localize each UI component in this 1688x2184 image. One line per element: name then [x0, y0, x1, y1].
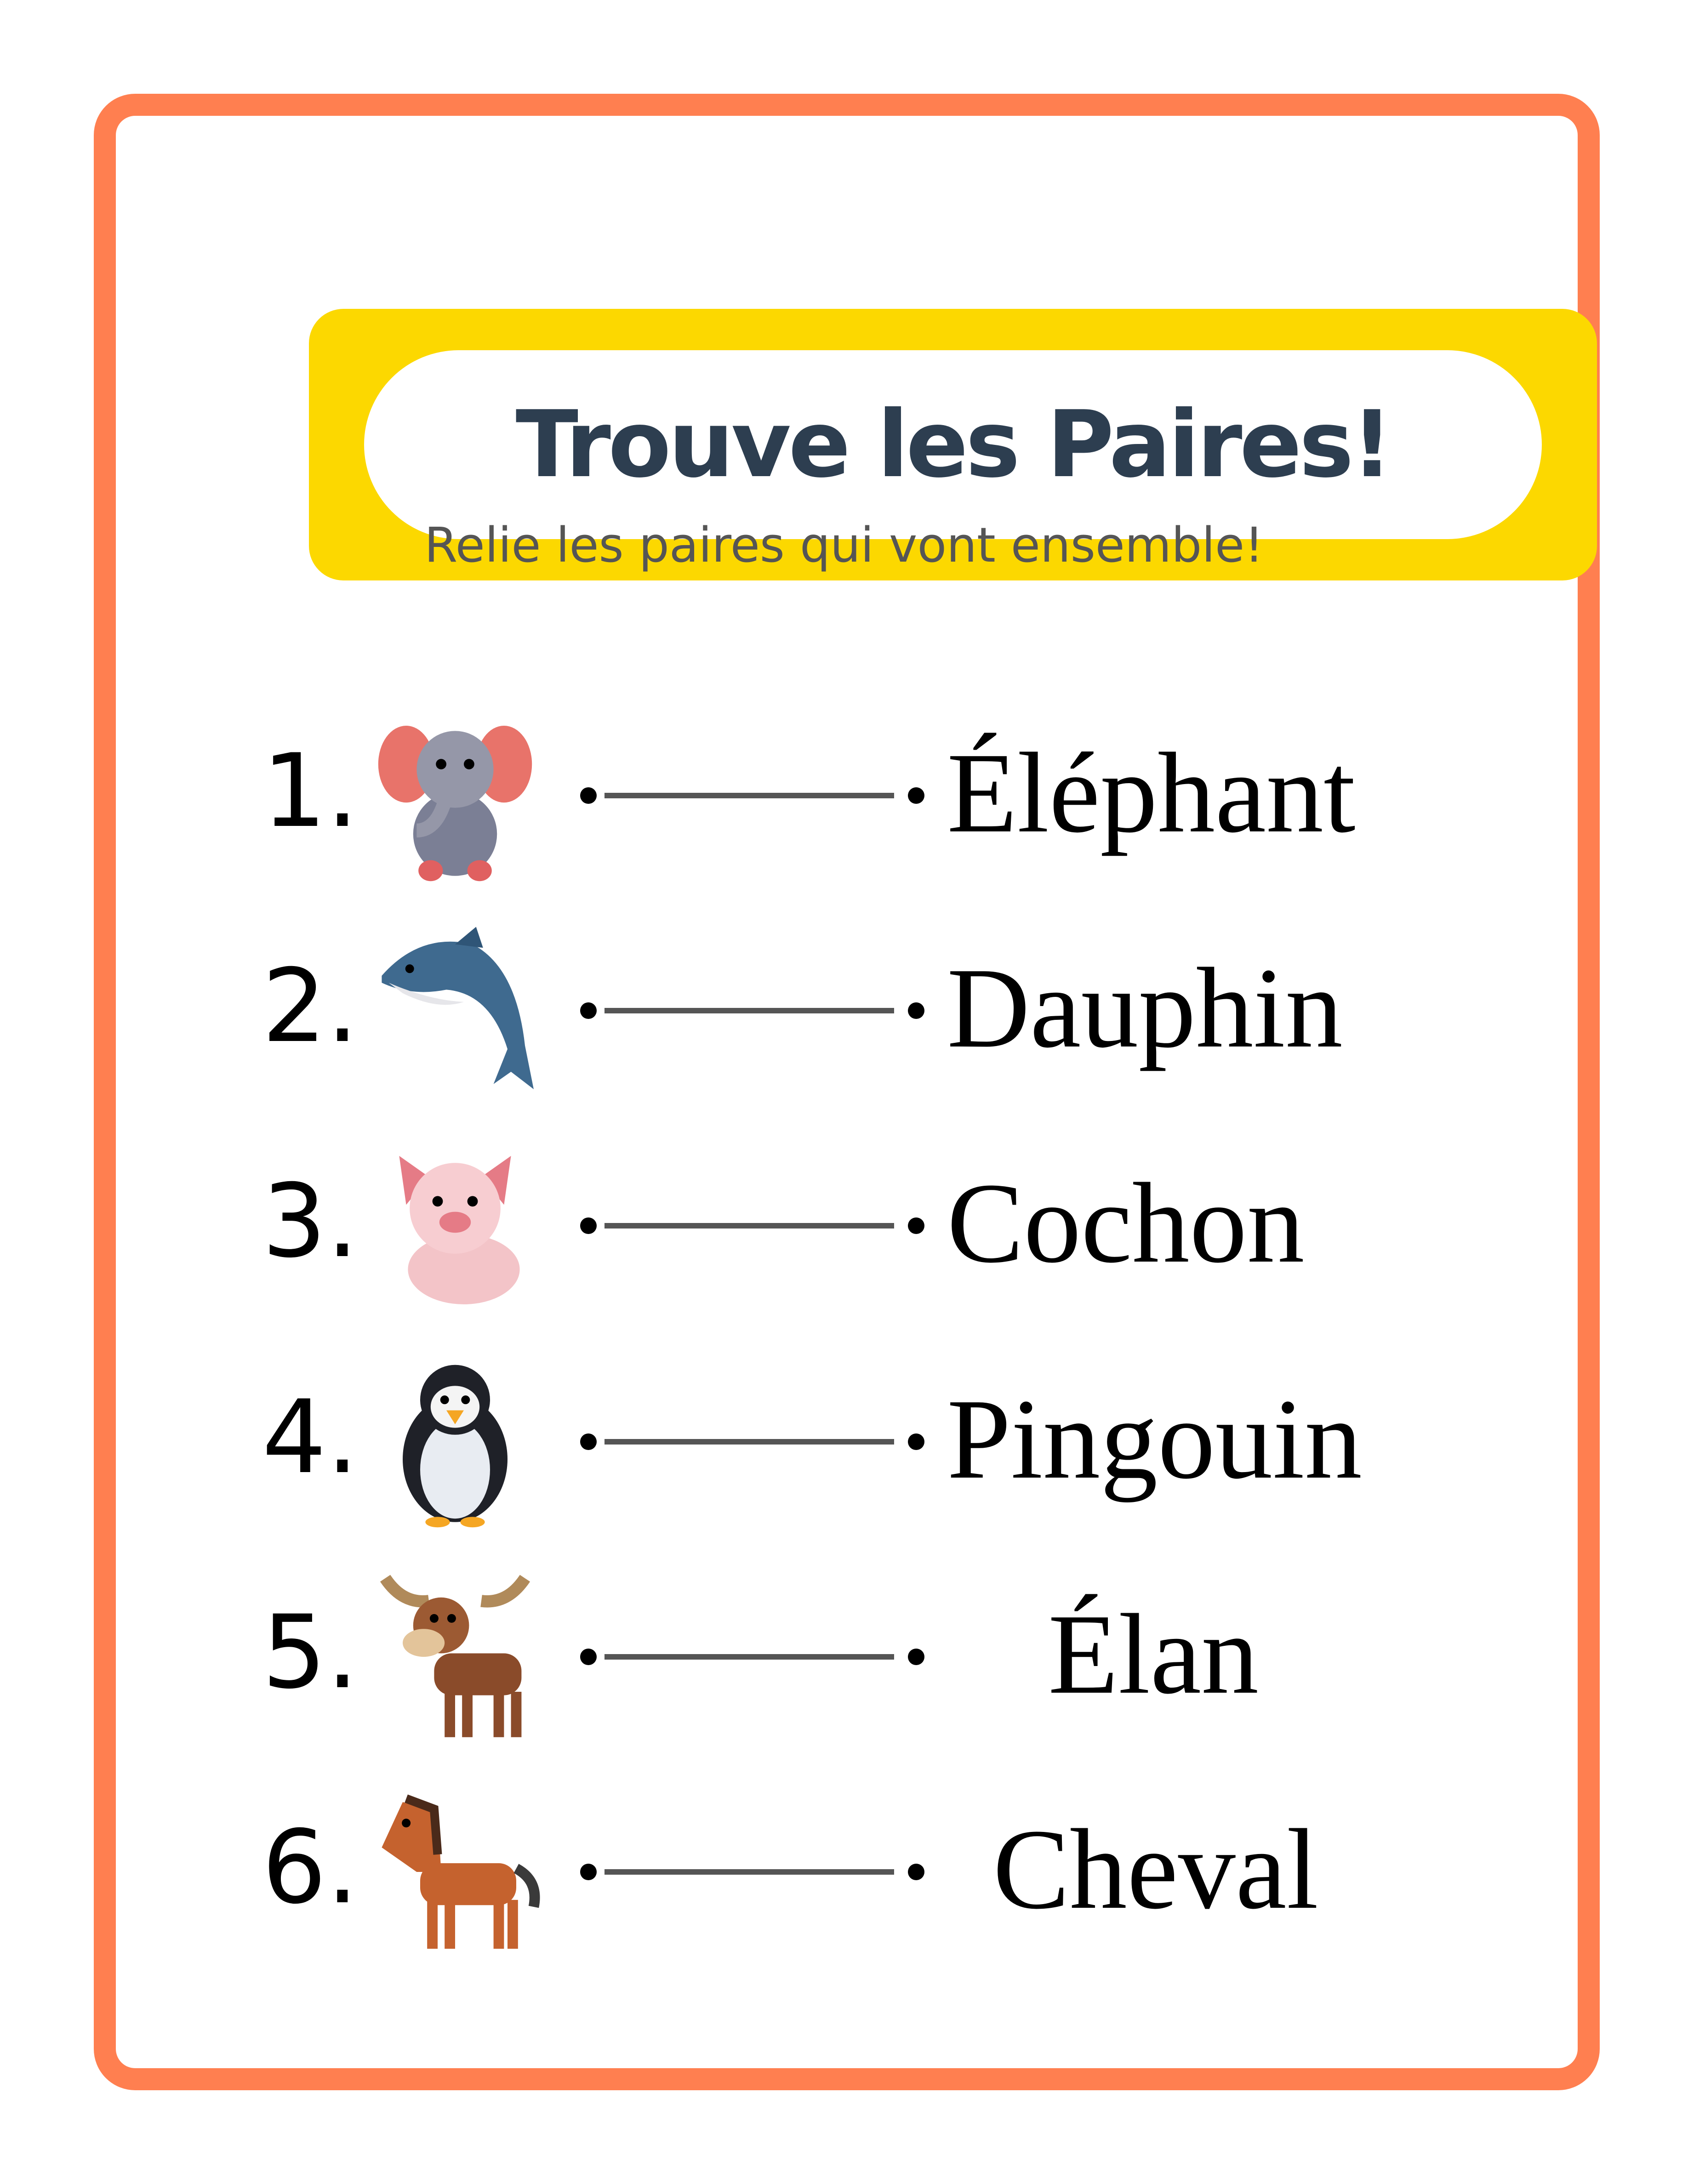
- pair-row: [0, 919, 1688, 1103]
- left-connector-dot[interactable]: [580, 787, 597, 804]
- left-connector-dot[interactable]: [580, 1002, 597, 1019]
- row-number: 4.: [262, 1378, 359, 1496]
- animal-word: Dauphin: [947, 944, 1343, 1072]
- animal-word: Élan: [1048, 1591, 1259, 1718]
- row-number: 5.: [262, 1593, 359, 1711]
- animal-word: Pingouin: [947, 1376, 1362, 1503]
- left-connector-dot[interactable]: [580, 1864, 597, 1880]
- right-connector-dot[interactable]: [908, 787, 924, 804]
- pig-icon: [368, 1138, 542, 1313]
- dolphin-icon: [368, 923, 542, 1098]
- title-pill: [364, 350, 1542, 539]
- connector-line: [604, 1008, 894, 1013]
- moose-icon: [368, 1570, 542, 1744]
- left-connector-dot[interactable]: [580, 1217, 597, 1234]
- connector-line: [604, 1439, 894, 1445]
- right-connector-dot[interactable]: [908, 1433, 924, 1450]
- row-number: 1.: [262, 732, 359, 850]
- row-number: 3.: [262, 1162, 359, 1280]
- connector-line: [604, 1654, 894, 1660]
- elephant-icon: [368, 708, 542, 883]
- animal-word: Cochon: [947, 1160, 1305, 1287]
- left-connector-dot[interactable]: [580, 1433, 597, 1450]
- connector-line: [604, 1869, 894, 1875]
- connector-line: [604, 1223, 894, 1228]
- right-connector-dot[interactable]: [908, 1002, 924, 1019]
- pair-row: [0, 1780, 1688, 1964]
- row-number: 2.: [262, 947, 359, 1065]
- pair-row: [0, 704, 1688, 887]
- page-title: Trouve les Paires!: [515, 391, 1391, 498]
- right-connector-dot[interactable]: [908, 1649, 924, 1665]
- pair-row: [0, 1565, 1688, 1749]
- right-connector-dot[interactable]: [908, 1864, 924, 1880]
- penguin-icon: [368, 1354, 542, 1529]
- left-connector-dot[interactable]: [580, 1649, 597, 1665]
- pair-row: [0, 1134, 1688, 1318]
- row-number: 6.: [262, 1809, 359, 1926]
- pair-row: [0, 1350, 1688, 1534]
- animal-word: Éléphant: [947, 729, 1356, 857]
- instructions: Relie les paires qui vont ensemble!: [424, 517, 1264, 573]
- horse-icon: [368, 1785, 542, 1959]
- right-connector-dot[interactable]: [908, 1217, 924, 1234]
- connector-line: [604, 793, 894, 798]
- animal-word: Cheval: [993, 1806, 1319, 1933]
